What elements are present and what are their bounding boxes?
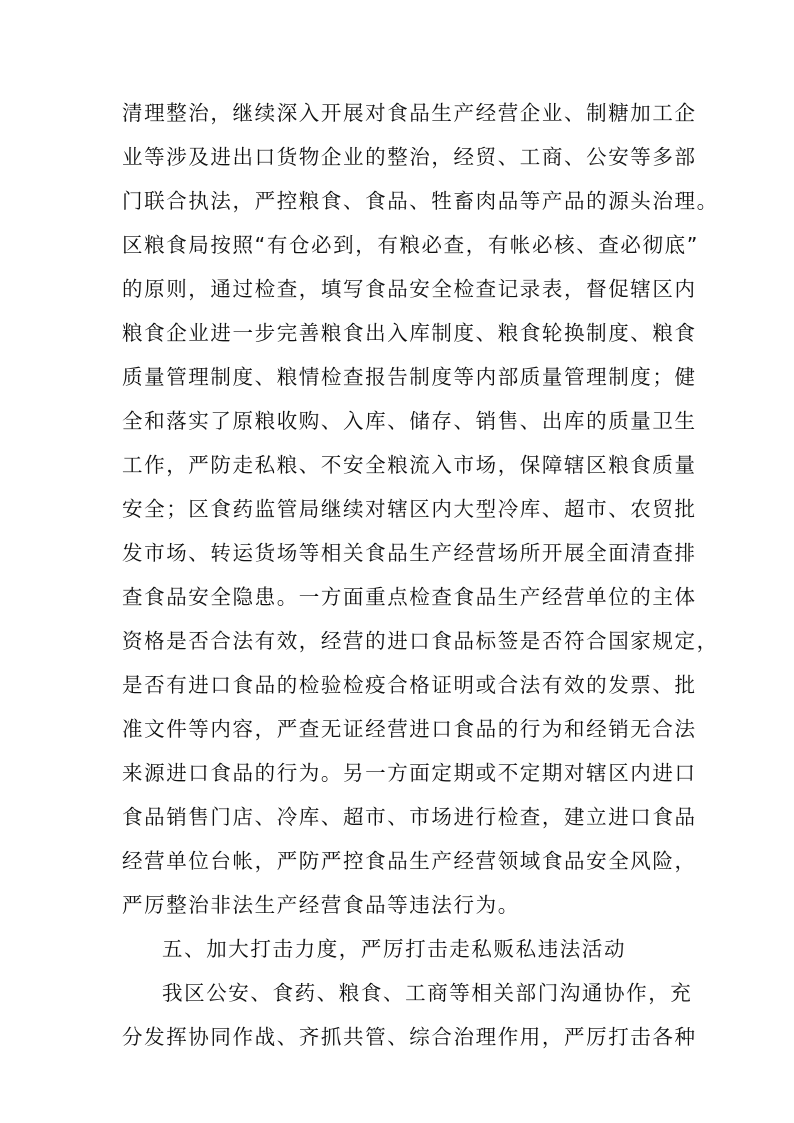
text-line: 我区公安、食药、粮食、工商等相关部门沟通协作，充	[162, 981, 693, 1005]
text-line: 分发挥协同作战、齐抓共管、综合治理作用，严厉打击各种	[122, 1025, 697, 1049]
text-line: 门联合执法，严控粮食、食品、牲畜肉品等产品的源头治理。	[122, 189, 719, 213]
text-line: 来源进口食品的行为。另一方面定期或不定期对辖区内进口	[122, 761, 697, 785]
text-line: 发市场、转运货场等相关食品生产经营场所开展全面清查排	[122, 541, 697, 565]
text-line: 全和落实了原粮收购、入库、储存、销售、出库的质量卫生	[122, 409, 697, 433]
text-line: 区粮食局按照“有仓必到，有粮必查，有帐必核、查必彻底”	[122, 233, 699, 257]
text-line: 是否有进口食品的检验检疫合格证明或合法有效的发票、批	[122, 673, 697, 697]
text-line: 质量管理制度、粮情检查报告制度等内部质量管理制度；健	[122, 365, 697, 389]
text-line: 查食品安全隐患。一方面重点检查食品生产经营单位的主体	[122, 585, 697, 609]
text-line: 工作，严防走私粮、不安全粮流入市场，保障辖区粮食质量	[122, 453, 697, 477]
text-line: 食品销售门店、冷库、超市、市场进行检查，建立进口食品	[122, 805, 697, 829]
text-line: 严厉整治非法生产经营食品等违法行为。	[122, 893, 520, 917]
text-line: 经营单位台帐，严防严控食品生产经营领域食品安全风险，	[122, 849, 697, 873]
text-line: 粮食企业进一步完善粮食出入库制度、粮食轮换制度、粮食	[122, 321, 697, 345]
text-line: 的原则，通过检查，填写食品安全检查记录表，督促辖区内	[122, 277, 697, 301]
text-line: 资格是否合法有效，经营的进口食品标签是否符合国家规定，	[122, 629, 719, 653]
section-heading: 五、加大打击力度，严厉打击走私贩私违法活动	[162, 937, 627, 961]
text-line: 清理整治，继续深入开展对食品生产经营企业、制糖加工企	[122, 101, 697, 125]
text-line: 业等涉及进出口货物企业的整治，经贸、工商、公安等多部	[122, 145, 697, 169]
text-line: 准文件等内容，严查无证经营进口食品的行为和经销无合法	[122, 717, 697, 741]
text-line: 安全；区食药监管局继续对辖区内大型冷库、超市、农贸批	[122, 497, 697, 521]
